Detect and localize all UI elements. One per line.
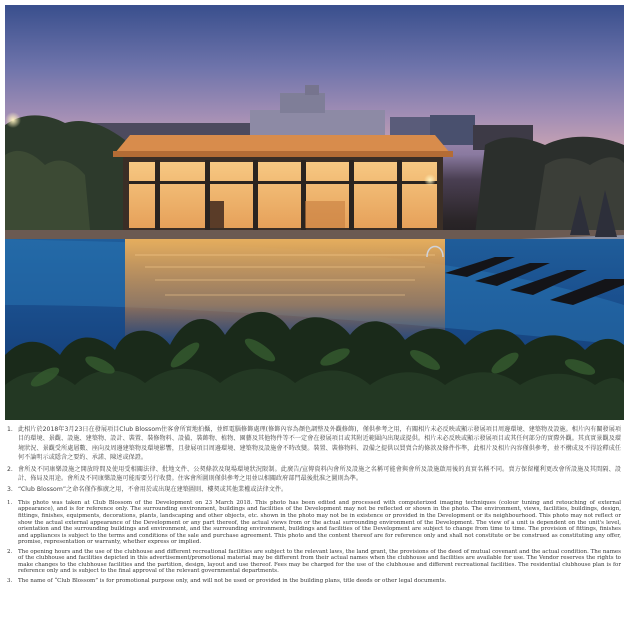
item-number: 1. (7, 426, 13, 433)
disclaimer-cn-1 (4, 425, 621, 463)
item-number: 3. (7, 577, 13, 584)
item-text: The name of “Club Blossom” is for promotional purpose only, and will not be used or provided in the building plans, title deeds or other legal documents. (18, 577, 447, 584)
disclaimer-en-2 (4, 549, 621, 575)
item-number: 2. (7, 548, 13, 555)
item-number: 1. (7, 499, 13, 506)
item-text: The opening hours and the use of the clubhouse and different recreational facilities are subject to the relevant laws, the land grant, the provisions of the deed of mutual covenant and the actual condition. The names of the clubhouse and facilities depicted in this advertisement/promotional material may be different from their actual names when the clubhouse and facilities are available for use. The Vendor reserves the rights to make changes to the clubhouse facilities and the partition, design, layout and use thereof. Fees may be charged for the use of the clubhouse and different recreational facilities. The residential clubhouse plan is for reference only and is subject to the final approval of the relevant governmental departments. (18, 548, 621, 575)
item-number: 2. (7, 465, 13, 473)
item-number: 3. (7, 486, 13, 494)
disclaimer-en-1 (4, 500, 621, 546)
item-text: 會所及不同康樂設施之開放時間及使用受相關法律、批地文件、公契條款及現場環境狀況限制。此廣告/宣傳資料內會所及設施之名稱可能會與會所及設施啟用後的真實名稱不同。賣方保留權利更改會所設施及其間隔、設計、佈局及用途。會所及不同康樂設施可能需要另行收費。住客會所圖則僅供參考之用並以相關政府部門最後批准之圖則為準。 (18, 465, 621, 483)
disclaimer-notes (4, 425, 621, 587)
item-text: This photo was taken at Club Blossom of the Development on 23 March 2018. This photo has been edited and processed with computerized imaging techniques (colour tuning and retouching of external appearance), and is for reference only. The surrounding environment, buildings and facilities of the Development may not be reflected or shown in the photo. The environment, views, facilities, buildings, design, fittings, finishes, equipments, decorations, plants, landscaping and other objects, etc. shown in the photo may not be in existence or provided in the Development or its neighbourhood. This photo may not reflect or show the actual external appearance of the Development or any part thereof, the actual views from or the actual surrounding environment of the Development. The view of a unit is dependent on the unit's level, orientation and the surrounding buildings and environment, and the surrounding environment, buildings and facilities of the Development are subject to change from time to time. The provision of fittings, finishes and appliances is subject to the terms and conditions of the sale and purchase agreement. This photo and the content thereof are for reference only and shall not constitute or be construed as constituting any offer, promise, representation or warranty, whether express or implied. (18, 499, 621, 546)
clubhouse-pool-photo (5, 5, 624, 420)
disclaimer-cn-2 (4, 465, 621, 484)
disclaimer-cn-3 (4, 485, 621, 494)
item-text: 此相片於2018年3月23日在發展項目Club Blossom住客會所實地拍攝，並經電腦修飾處理(修飾內容為顏色調整及外觀修飾)，僅供參考之用，有關相片未必反映或顯示發展項目周邊環境、建築物及設施。相片內有關發展項目的環境、景觀、設施、建築物、設計、裝置、裝修物料、設備、裝飾物、植物、園藝及其他物件等不一定會在發展項目或其附近範圍內出現或提供。相片未必反映或顯示發展項目或其任何部分的實際外觀。其真實景觀及環境狀況、景觀受所處層數、座向及周邊建築物及環境影響，且發展項目周邊環境、建築物及設施會不時改變。裝置、裝修物料、設備之提供以買賣合約條款及條件作準，此相片及相片內容僅供參考，並不構成及不得詮釋成任何不論明示或隱含之要約、承諾、陳述或保證。 (18, 426, 621, 462)
item-text: “Club Blossom”之命名僅作推廣之用，不會用於或出現在建築圖則、樓契或其他業權或法律文件。 (18, 486, 288, 494)
clubhouse-pool-illustration (5, 5, 624, 420)
disclaimer-en-3 (4, 578, 621, 585)
